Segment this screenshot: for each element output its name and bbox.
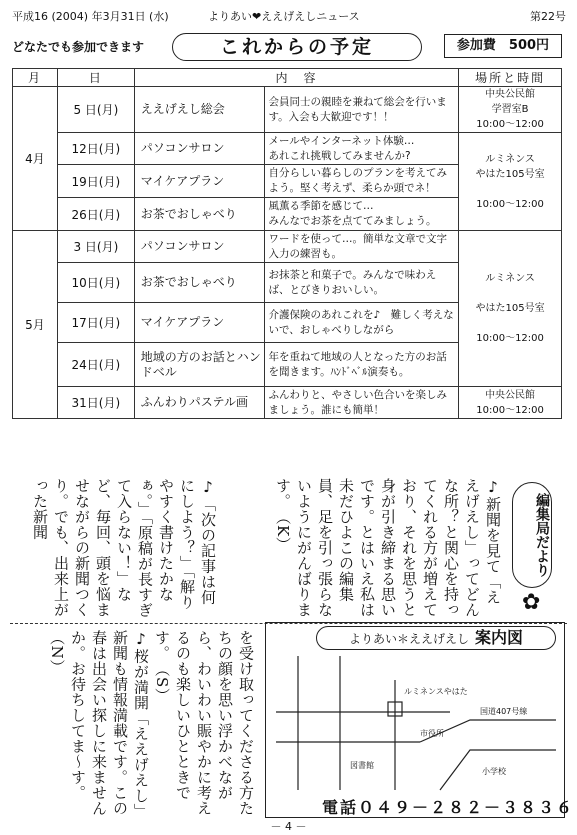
col-header-month: 月	[13, 69, 58, 87]
schedule-row	[13, 231, 562, 263]
event-cell: マイケアプラン	[134, 165, 264, 198]
day-cell: 12日(月)	[57, 133, 134, 165]
col-header-place: 場所と時間	[459, 69, 562, 87]
editorial-column-b: ♪「次の記事は何にしよう？」「解りやすく書けたかなぁ。」「原稿が長すぎて入らない！」など、毎回、頭を悩ませながらの新聞つくり。でも、出来上がった新聞	[31, 478, 217, 618]
event-cell: お茶でおしゃべり	[134, 198, 264, 231]
issue-date: 平成16 (2004) 年3月31日 (水)	[12, 10, 169, 23]
map-title-prefix: よりあい＊ええげえし	[348, 632, 469, 646]
event-cell: パソコンサロン	[134, 133, 264, 165]
month-cell: 4月	[13, 87, 58, 231]
month-cell: 5月	[13, 231, 58, 419]
day-cell: 24日(月)	[57, 343, 134, 387]
day-cell: 17日(月)	[57, 303, 134, 343]
map-title	[316, 626, 556, 650]
guide-map	[270, 650, 562, 796]
desc-cell: 自分らしい暮らしのプランを考えてみよう。堅く考えず、柔らか頭でネ！	[264, 165, 459, 198]
fee-box: 参加費 500円	[444, 34, 562, 58]
map-label-library: 図書館	[350, 761, 374, 770]
event-cell: ええげえし総会	[134, 87, 264, 133]
event-cell: マイケアプラン	[134, 303, 264, 343]
phone-number: 電話０４９－２８２－３８３６	[322, 798, 575, 817]
desc-cell: 介護保険のあれこれを♪ 難しく考えないで、おしゃべりしながら	[264, 303, 459, 343]
map-title-main: 案内図	[475, 628, 524, 647]
day-cell: 19日(月)	[57, 165, 134, 198]
col-header-day: 日	[57, 69, 134, 87]
place-cell: ルミネンス やはた105号室 10:00～12:00	[459, 133, 562, 231]
editorial-column-a: ♪新聞を見て「ええげえし」ってどんな所？と関心を持ってくれる方が増えており、それを思うと身が引き締まる思いです。とはいえ私は未だひよこの編集員、足を引っ張らないようにがんばります。 （K）	[274, 478, 502, 618]
event-cell: ふんわりパステル画	[134, 387, 264, 419]
day-cell: 31日(月)	[57, 387, 134, 419]
open-to-all-note: どなたでも参加できます	[12, 40, 145, 54]
day-cell: 26日(月)	[57, 198, 134, 231]
page-header	[8, 6, 570, 24]
schedule-row	[13, 87, 562, 133]
day-cell: 5 日(月)	[57, 87, 134, 133]
day-cell: 3 日(月)	[57, 231, 134, 263]
flower-icon: ✿	[522, 590, 541, 615]
day-cell: 10日(月)	[57, 263, 134, 303]
col-header-content: 内 容	[134, 69, 458, 87]
desc-cell: お抹茶と和菓子で。みんなで味わえば、とびきりおいしい。	[264, 263, 459, 303]
schedule-header-row	[13, 69, 562, 87]
editorial-heading: 編集局だより	[512, 482, 552, 588]
schedule-row	[13, 387, 562, 419]
event-cell: パソコンサロン	[134, 231, 264, 263]
place-cell: ルミネンス やはた105号室 10:00～12:00	[459, 231, 562, 387]
place-cell: 中央公民館 10:00～12:00	[459, 387, 562, 419]
map-label-luminence: ルミネンスやはた	[404, 687, 468, 696]
desc-cell: 会員同士の親睦を兼ねて総会を行います。入会も大歓迎です！！	[264, 87, 459, 133]
schedule-table	[12, 68, 562, 419]
issue-number: 第22号	[530, 10, 566, 23]
map-label-school: 小学校	[482, 767, 506, 776]
event-cell: お茶でおしゃべり	[134, 263, 264, 303]
event-cell: 地域の方のお話とハンドベル	[134, 343, 264, 387]
page-number: － 4 －	[270, 820, 307, 833]
editorial-column-c: を受け取ってくださる方たちの顔を思い浮かべながら、わいわい賑やかに考えるのも楽しいひとときです。 （S） ♪桜が満開「ええげえし」新聞も情報満載です。この春は出会い探しに来ませんか。お待ちしてま～す。 （N）	[48, 630, 255, 816]
desc-cell: 風薫る季節を感じて… みんなでお茶を点ててみましょう。	[264, 198, 459, 231]
desc-cell: ワードを使って…。簡単な文章で文字入力の練習も。	[264, 231, 459, 263]
schedule-row	[13, 133, 562, 165]
desc-cell: ふんわりと、やさしい色合いを楽しみましょう。誰にも簡単！	[264, 387, 459, 419]
desc-cell: メールやインターネット体験… あれこれ挑戦してみませんか?	[264, 133, 459, 165]
section-title: これからの予定	[172, 33, 422, 61]
place-cell: 中央公民館 学習室B 10:00～12:00	[459, 87, 562, 133]
map-label-city-hall: 市役所	[420, 729, 444, 738]
desc-cell: 年を重ねて地域の人となった方のお話を聞きます。ﾊﾝﾄﾞﾍﾞﾙ演奏も。	[264, 343, 459, 387]
map-label-route407: 国道407号線	[480, 707, 528, 716]
newsletter-title: よりあい❤ええげえしニュース	[208, 10, 360, 23]
